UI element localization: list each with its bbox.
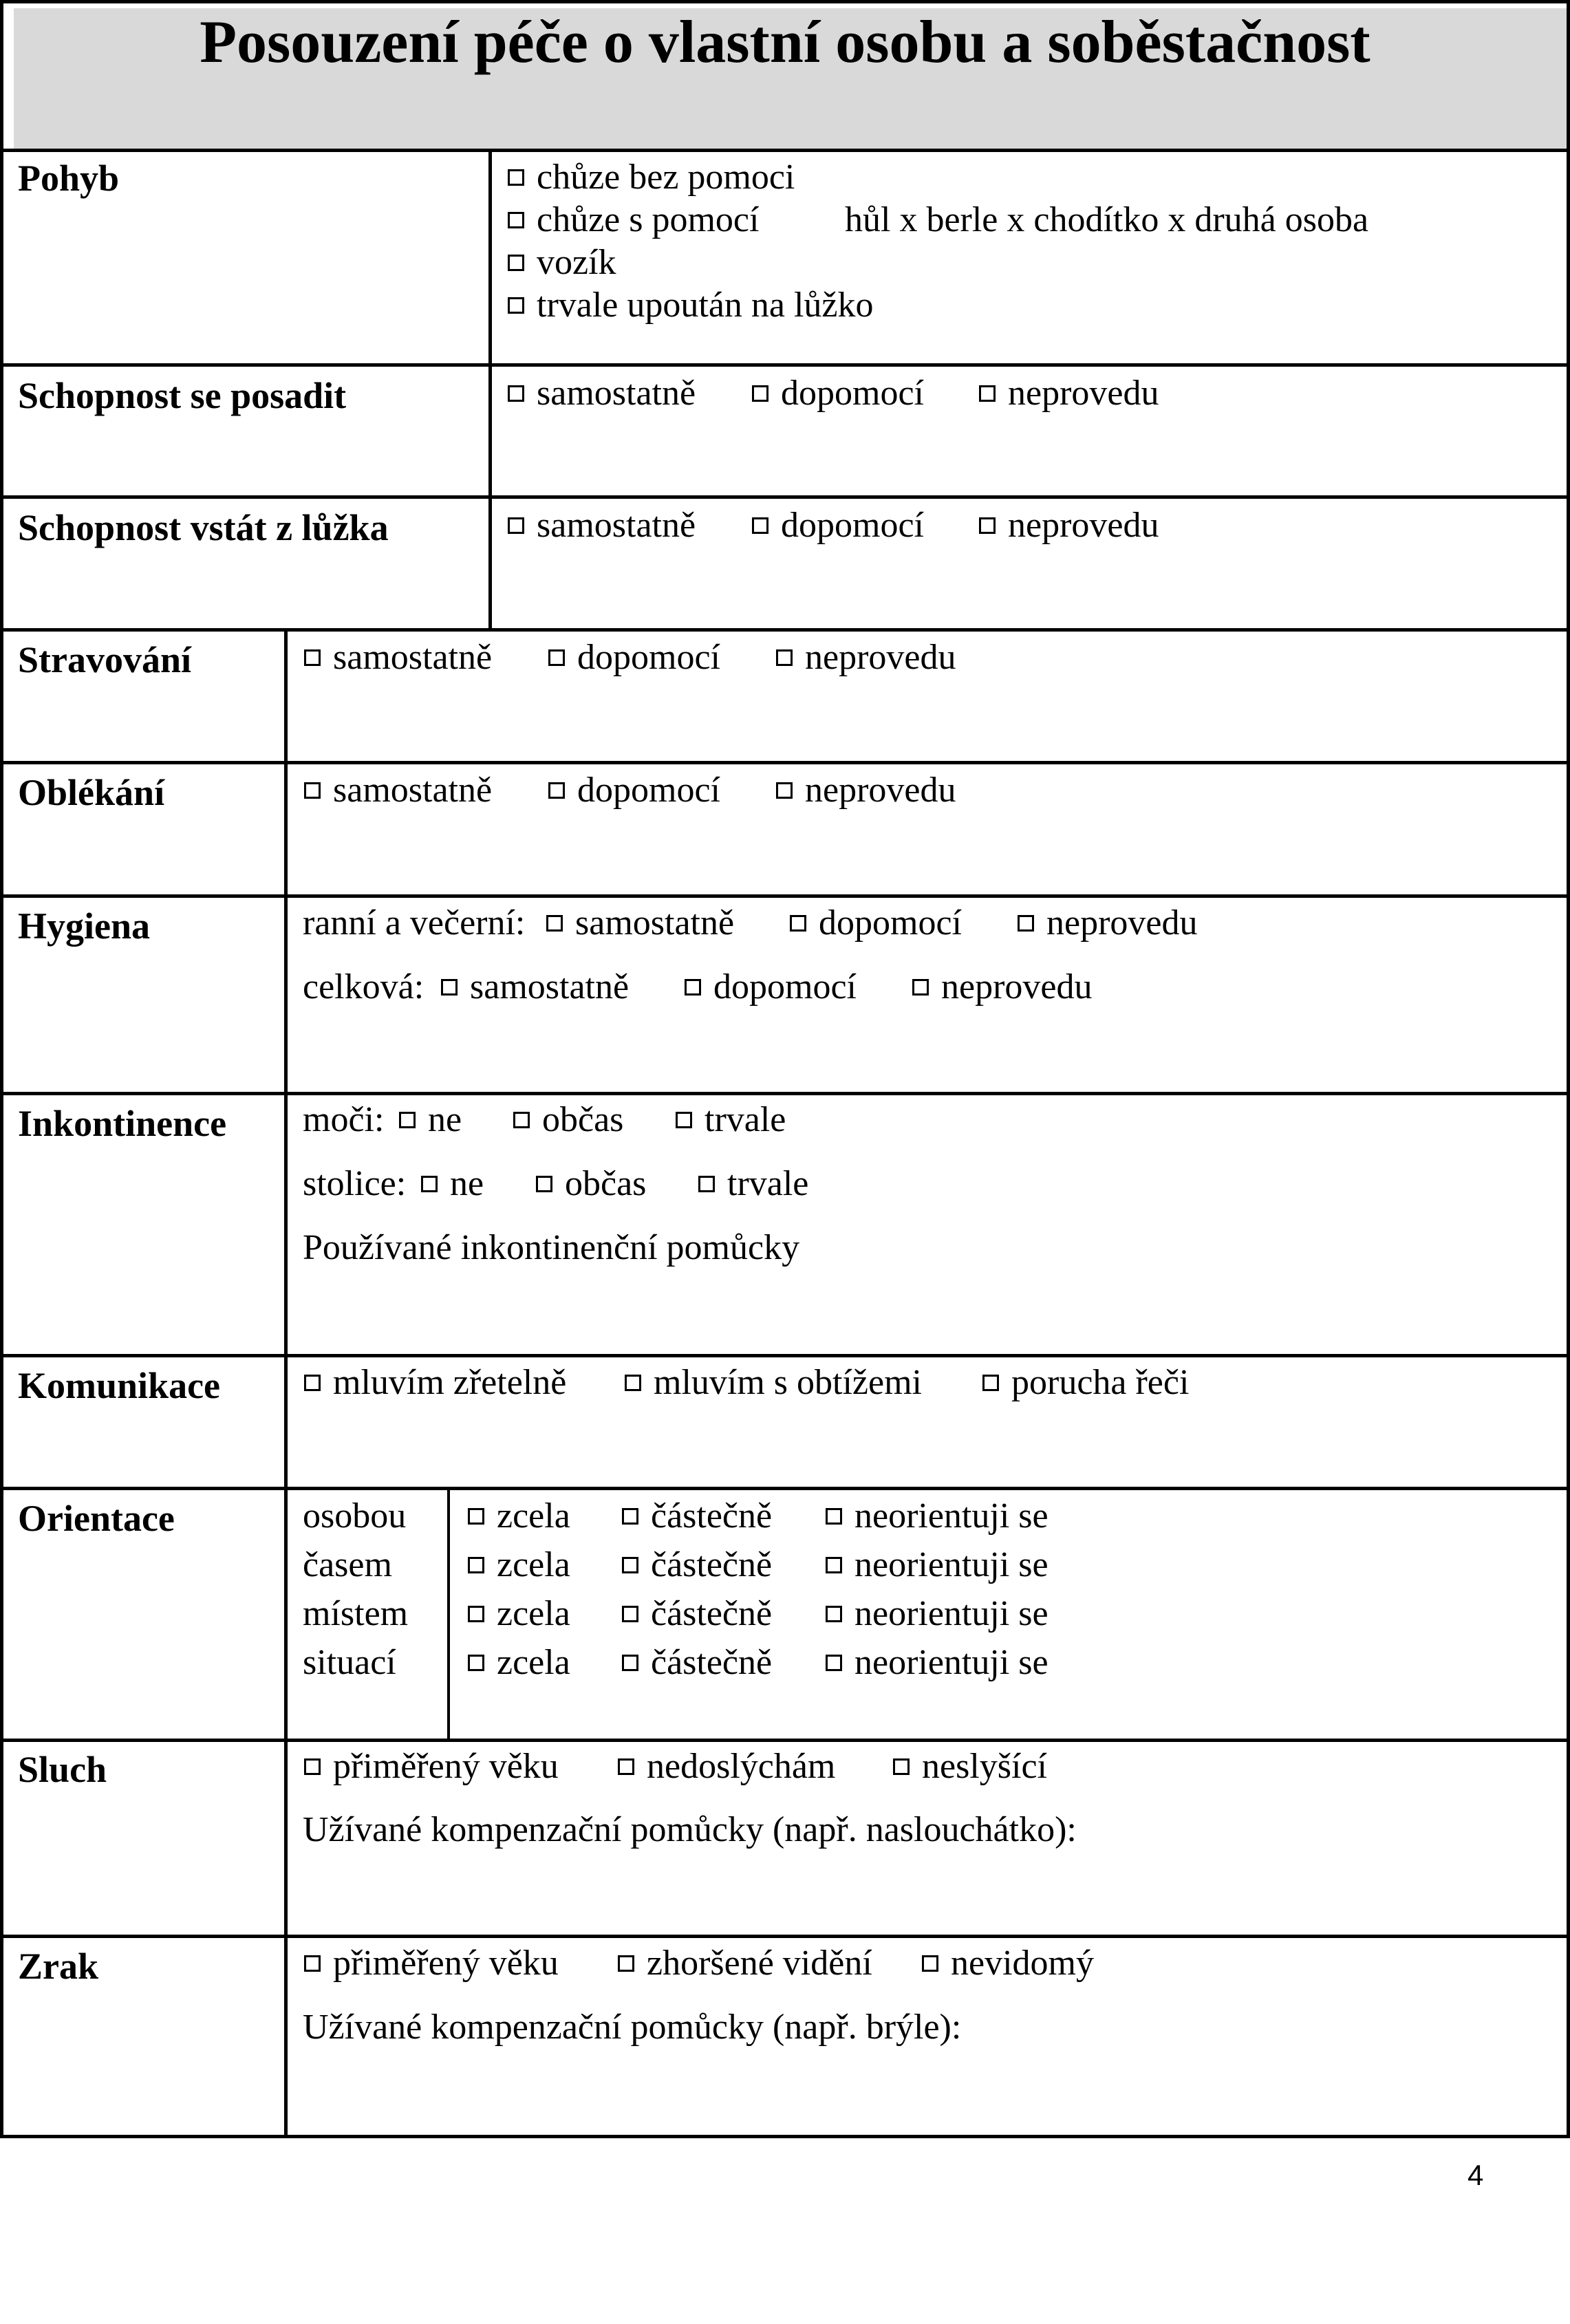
orientace-row-label: situací [303,1643,396,1682]
hygiena-2-option-3[interactable]: neprovedu [912,969,1092,1005]
checkbox[interactable] [685,979,701,996]
checkbox[interactable] [304,1375,321,1391]
orientace-option-castecne[interactable]: částečně [622,1498,772,1534]
inkontinence-prefix-1: moči: [303,1100,385,1139]
orientace-option-neorientuji[interactable]: neorientuji se [826,1547,1049,1583]
komunikace-option-1[interactable]: mluvím zřetelně [304,1365,566,1401]
checkbox[interactable] [912,979,929,996]
checkbox[interactable] [622,1606,638,1622]
checkbox[interactable] [979,385,996,402]
checkbox[interactable] [618,1955,634,1972]
orientace-row-label: místem [303,1594,409,1633]
oblekani-label: Oblékání [18,772,165,813]
checkbox[interactable] [982,1375,999,1391]
checkbox[interactable] [826,1508,842,1525]
hygiena-2-option-2[interactable]: dopomocí [685,969,857,1005]
checkbox[interactable] [893,1758,910,1775]
orientace-option-neorientuji[interactable]: neorientuji se [826,1645,1049,1681]
stravovani-option-1[interactable]: samostatně [304,640,492,676]
vstat-option-3[interactable]: neprovedu [979,508,1159,544]
zrak-label: Zrak [18,1946,99,1987]
orientace-option-castecne[interactable]: částečně [622,1645,772,1681]
orientace-option-zcela[interactable]: zcela [468,1596,570,1632]
page-title: Posouzení péče o vlastní osobu a soběstačnost [200,9,1370,76]
hygiena-prefix-1: ranní a večerní: [303,903,526,943]
posadit-option-1[interactable]: samostatně [508,376,696,411]
checkbox[interactable] [513,1112,530,1128]
inkontinence-label: Inkontinence [18,1103,227,1144]
checkbox[interactable] [304,649,321,666]
pohyb-label: Pohyb [18,158,120,199]
inkontinence-1-option-2[interactable]: občas [513,1102,623,1138]
checkbox[interactable] [508,169,524,186]
checkbox[interactable] [548,782,565,799]
checkbox[interactable] [826,1606,842,1622]
checkbox[interactable] [548,649,565,666]
sluch-option-2[interactable]: nedoslýchám [618,1749,835,1785]
stravovani-option-3[interactable]: neprovedu [776,640,956,676]
checkbox[interactable] [441,979,458,996]
checkbox[interactable] [826,1655,842,1671]
checkbox[interactable] [468,1655,484,1671]
hygiena-1-option-3[interactable]: neprovedu [1018,905,1197,941]
orientace-option-castecne[interactable]: částečně [622,1596,772,1632]
checkbox[interactable] [1018,915,1034,932]
komunikace-option-2[interactable]: mluvím s obtížemi [625,1365,922,1401]
checkbox[interactable] [399,1112,416,1128]
orientace-option-neorientuji[interactable]: neorientuji se [826,1596,1049,1632]
sluch-aids: Užívané kompenzační pomůcky (např. naslouchátko): [303,1810,1077,1849]
checkbox[interactable] [468,1508,484,1525]
posadit-label: Schopnost se posadit [18,375,347,416]
checkbox[interactable] [546,915,563,932]
pohyb-option-1[interactable]: chůze bez pomoci [508,160,795,195]
checkbox[interactable] [304,782,321,799]
checkbox[interactable] [508,297,524,314]
pohyb-option-3[interactable]: vozík [508,245,616,281]
zrak-option-1[interactable]: přiměřený věku [304,1946,559,1981]
vstat-option-1[interactable]: samostatně [508,508,696,544]
pohyb-option-4[interactable]: trvale upoután na lůžko [508,288,874,323]
checkbox[interactable] [752,385,768,402]
checkbox[interactable] [304,1758,321,1775]
orientace-option-neorientuji[interactable]: neorientuji se [826,1498,1049,1534]
checkbox[interactable] [922,1955,938,1972]
orientace-label: Orientace [18,1498,175,1539]
inkontinence-1-option-1[interactable]: ne [399,1102,462,1138]
orientace-row-label: časem [303,1545,392,1584]
oblekani-option-2[interactable]: dopomocí [548,773,720,808]
komunikace-option-3[interactable]: porucha řeči [982,1365,1189,1401]
sluch-label: Sluch [18,1749,107,1790]
orientace-option-castecne[interactable]: částečně [622,1547,772,1583]
checkbox[interactable] [508,255,524,271]
sluch-option-1[interactable]: přiměřený věku [304,1749,559,1785]
zrak-option-2[interactable]: zhoršené vidění [618,1946,872,1981]
checkbox[interactable] [536,1176,552,1192]
checkbox[interactable] [752,517,768,534]
stravovani-option-2[interactable]: dopomocí [548,640,720,676]
pohyb-option-2[interactable]: chůze s pomocí [508,202,759,238]
posadit-option-3[interactable]: neprovedu [979,376,1159,411]
inkontinence-2-option-2[interactable]: občas [536,1166,646,1202]
vstat-option-2[interactable]: dopomocí [752,508,924,544]
checkbox[interactable] [304,1955,321,1972]
checkbox[interactable] [421,1176,438,1192]
checkbox[interactable] [790,915,806,932]
sluch-option-3[interactable]: neslyšící [893,1749,1047,1785]
hygiena-1-option-2[interactable]: dopomocí [790,905,962,941]
komunikace-label: Komunikace [18,1365,221,1406]
checkbox[interactable] [776,782,793,799]
oblekani-option-3[interactable]: neprovedu [776,773,956,808]
checkbox[interactable] [979,517,996,534]
checkbox[interactable] [468,1606,484,1622]
checkbox[interactable] [508,212,524,228]
checkbox[interactable] [622,1508,638,1525]
zrak-aids: Užívané kompenzační pomůcky (např. brýle): [303,2008,962,2047]
checkbox[interactable] [508,517,524,534]
inkontinence-2-option-3[interactable]: trvale [698,1166,808,1202]
checkbox[interactable] [698,1176,715,1192]
checkbox[interactable] [625,1375,641,1391]
orientace-option-zcela[interactable]: zcela [468,1498,570,1534]
hygiena-label: Hygiena [18,905,151,947]
inkontinence-aids: Používané inkontinenční pomůcky [303,1228,800,1267]
orientace-row-label: osobou [303,1496,407,1536]
hygiena-1-option-1[interactable]: samostatně [546,905,734,941]
page-number: 4 [1467,2159,1484,2191]
checkbox[interactable] [676,1112,692,1128]
checkbox[interactable] [622,1557,638,1573]
hygiena-prefix-2: celková: [303,967,424,1007]
stravovani-label: Stravování [18,639,192,680]
inkontinence-1-option-3[interactable]: trvale [676,1102,786,1138]
checkbox[interactable] [618,1758,634,1775]
pohyb-aids: hůl x berle x chodítko x druhá osoba [845,200,1369,239]
inkontinence-prefix-2: stolice: [303,1164,407,1203]
hygiena-2-option-1[interactable]: samostatně [441,969,629,1005]
vstat-label: Schopnost vstát z lůžka [18,507,389,548]
oblekani-option-1[interactable]: samostatně [304,773,492,808]
checkbox[interactable] [622,1655,638,1671]
checkbox[interactable] [508,385,524,402]
posadit-option-2[interactable]: dopomocí [752,376,924,411]
checkbox[interactable] [468,1557,484,1573]
orientace-option-zcela[interactable]: zcela [468,1547,570,1583]
zrak-option-3[interactable]: nevidomý [922,1946,1094,1981]
checkbox[interactable] [826,1557,842,1573]
checkbox[interactable] [776,649,793,666]
orientace-option-zcela[interactable]: zcela [468,1645,570,1681]
inkontinence-2-option-1[interactable]: ne [421,1166,484,1202]
